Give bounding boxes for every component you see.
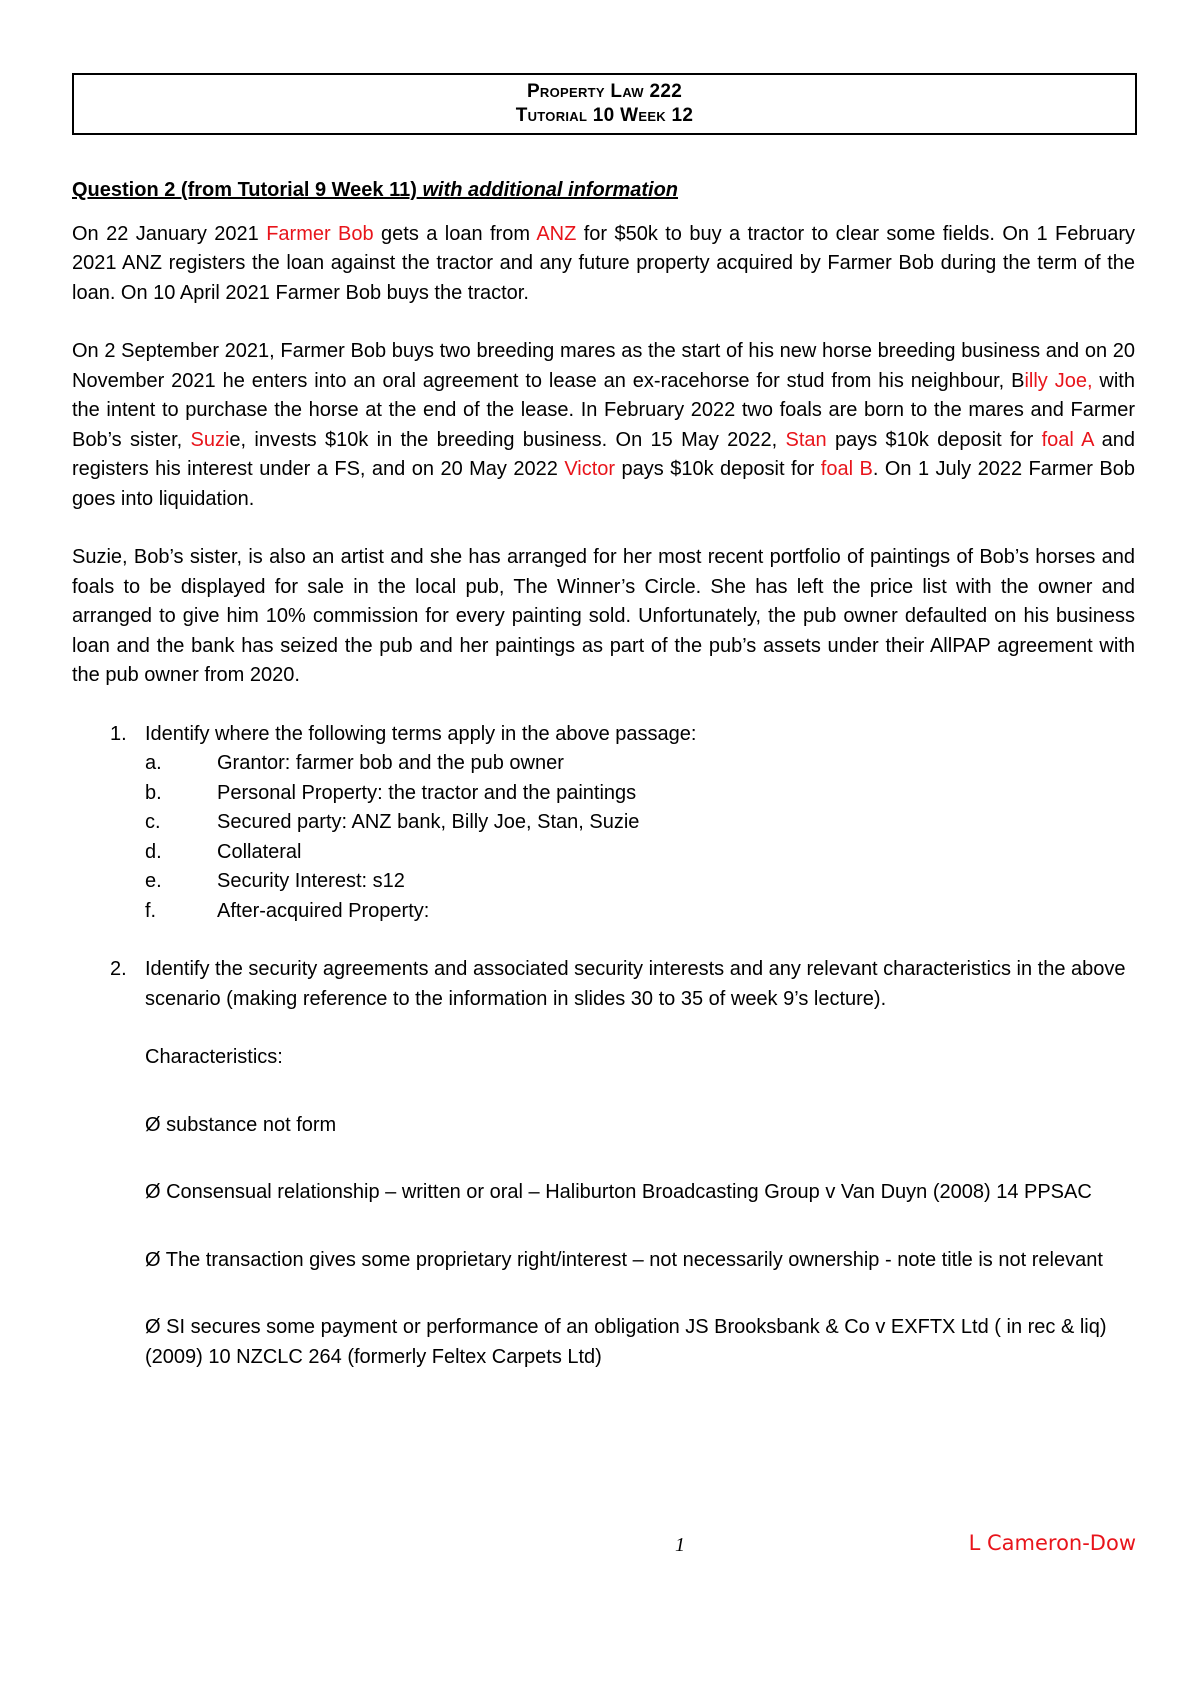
question-1-text: Identify where the following terms apply in the above passage: <box>145 722 697 745</box>
text-run: and registers his interest under a FS, and on 20 May 2022 <box>72 428 1135 480</box>
characteristic-item: Ø The transaction gives some proprietary right/interest – not necessarily ownership - note title is not relevant <box>145 1248 1103 1271</box>
term-item <box>145 897 1135 927</box>
question-number: 1. <box>110 722 127 745</box>
characteristic-item: Ø SI secures some payment or performance of an obligation JS Brooksbank & Co v EXFTX Ltd ( in rec & liq) (2009) 10 NZCLC 264 (formerly Feltex Carpets Ltd) <box>145 1316 1107 1368</box>
text-run: On 22 January 2021 <box>72 222 267 245</box>
text-run: gets a loan from <box>373 222 537 245</box>
term-text: Security Interest: s12 <box>217 870 405 892</box>
footer-author: L Cameron-Dow <box>968 1531 1136 1555</box>
characteristic-item: Ø substance not form <box>145 1113 337 1136</box>
text-run: On 2 September 2021, Farmer Bob buys two breeding mares as the start of his new horse breeding business and on 20 November 2021 he enters into an oral agreement to lease an ex-racehorse for stud from his neighbour, B <box>72 340 1135 392</box>
term-letter: b. <box>145 781 162 804</box>
highlight-foal-b: foal B <box>820 458 873 480</box>
text-run: with the intent to purchase the horse at the end of the lease. In February 2022 two foals are born to the mares and Farmer Bob’s sister, <box>72 369 1135 451</box>
term-text: After-acquired Property: <box>217 899 430 922</box>
term-text: Collateral <box>217 840 302 863</box>
term-letter: e. <box>145 870 162 892</box>
highlight-victor: Victor <box>564 458 616 480</box>
question-1 <box>72 720 1135 927</box>
question-heading-main: Question 2 (from Tutorial 9 Week 11) <box>72 179 417 201</box>
highlight-billy-joe: illy Joe, <box>1024 369 1093 392</box>
term-text: Personal Property: the tractor and the paintings <box>217 781 637 804</box>
term-item <box>145 779 1135 809</box>
tutorial-title: Tutorial 10 Week 12 <box>515 105 694 126</box>
term-letter: a. <box>145 752 162 774</box>
question-2-text: Identify the security agreements and associated security interests and any relevant characteristics in the above scenario (making reference to the information in slides 30 to 35 of week 9’s lecture). <box>145 958 1126 1010</box>
characteristic-item: Ø Consensual relationship – written or oral – Haliburton Broadcasting Group v Van Duyn (2008) 14 PPSAC <box>145 1181 1092 1203</box>
question-number: 2. <box>110 958 127 980</box>
term-item <box>145 749 1135 779</box>
text-run: . On 1 July 2022 Farmer Bob goes into liquidation. <box>72 458 1135 510</box>
title-box <box>72 73 1137 135</box>
term-item <box>145 867 1135 897</box>
highlight-suzie: Suzi <box>190 428 230 451</box>
term-list <box>145 749 1135 926</box>
term-item <box>145 808 1135 838</box>
scenario-paragraph-2 <box>72 337 1135 514</box>
question-heading <box>72 176 1135 206</box>
course-title: Property Law 222 <box>526 81 683 102</box>
text-run: pays $10k deposit for <box>826 428 1042 451</box>
document-body <box>72 176 1135 1401</box>
scenario-paragraph-1 <box>72 220 1135 309</box>
highlight-farmer-bob: Farmer Bob <box>266 222 374 245</box>
text-run: e, invests $10k in the breeding business. On 15 May 2022, <box>229 428 786 451</box>
highlight-stan: Stan <box>785 428 827 451</box>
question-2 <box>72 955 1135 1372</box>
text-run: pays $10k deposit for <box>615 458 821 480</box>
characteristics-block <box>145 1043 1135 1372</box>
term-letter: c. <box>145 811 161 833</box>
characteristics-label: Characteristics: <box>145 1046 283 1068</box>
term-letter: f. <box>145 899 157 922</box>
term-text: Grantor: farmer bob and the pub owner <box>217 752 564 774</box>
term-text: Secured party: ANZ bank, Billy Joe, Stan, Suzie <box>217 811 640 833</box>
term-item <box>145 838 1135 868</box>
question-heading-suffix: with additional information <box>422 179 679 201</box>
page-number: 1 <box>675 1534 685 1556</box>
scenario-paragraph-3: Suzie, Bob’s sister, is also an artist and she has arranged for her most recent portfolio of paintings of Bob’s horses and foals to be displayed for sale in the local pub, The Winner’s Circle. She has left the price list with the owner and arranged to give him 10% commission for every painting sold. Unfortunately, the pub owner defaulted on his business loan and the bank has seized the pub and her paintings as part of the pub’s assets under their AllPAP agreement with the pub owner from 2020. <box>72 546 1135 686</box>
question-list <box>72 720 1135 1373</box>
highlight-anz: ANZ <box>536 222 577 245</box>
highlight-foal-a: foal A <box>1041 428 1094 451</box>
text-run: for $50k to buy a tractor to clear some fields. On 1 February 2021 ANZ registers the loan against the tractor and any future property acquired by Farmer Bob during the term of the loan. On 10 April 2021 Farmer Bob buys the tractor. <box>72 222 1136 304</box>
term-letter: d. <box>145 840 162 863</box>
